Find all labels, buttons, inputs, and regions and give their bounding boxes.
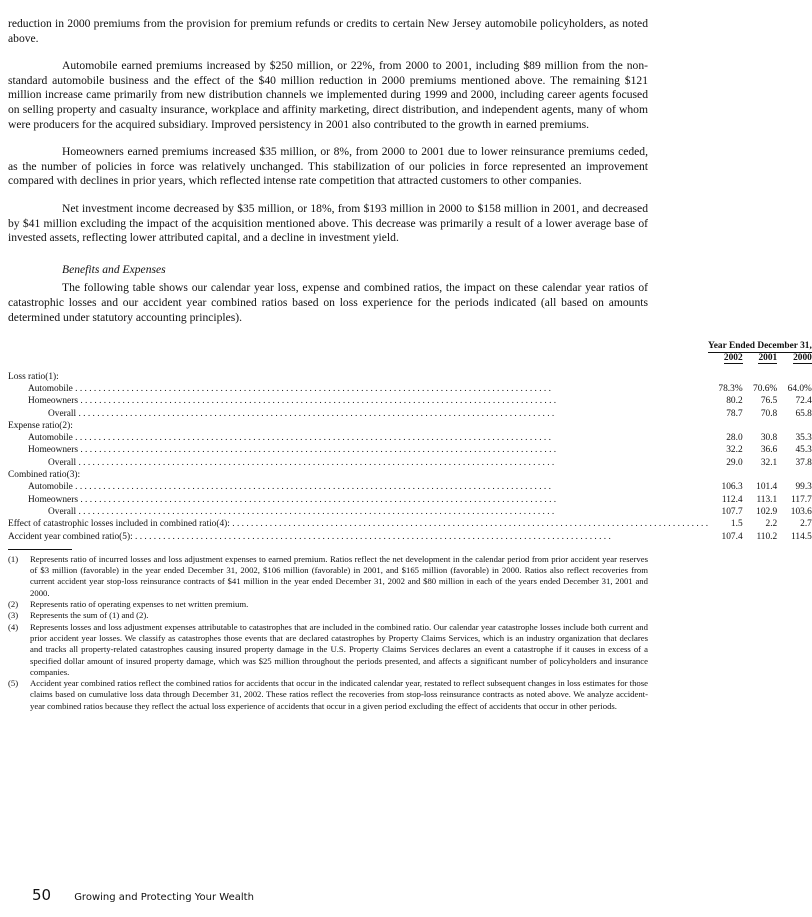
dot-leader: . . . . . . . . . . . . . . . . . . . . . . . . . . . . . . . . . . . . . . . . . . . . . . . . . . . . . . . . . . . . . . . . . . . . . . . . . . . . . . . . . . . . . . . . . . . . . . . . . . . . . . (76, 457, 555, 468)
table-row (8, 506, 812, 518)
footnote-divider (8, 549, 72, 550)
cell-2002: 107.4 (721, 531, 743, 542)
footnote-number: (4) (8, 621, 19, 632)
cell-2002: 29.0 (726, 457, 743, 468)
cell-2001: 110.2 (756, 531, 778, 542)
footnote-text: Represents ratio of incurred losses and loss adjustment expenses to earned premium. Ratios reflect the net development in the calendar period from prior accident year reserves of $3 million (favorable) in the year ended December 31, 2002, $106 million (favorable) in 2001, and $165 million (favorable) in 2000. Ratios also reflect recoveries from current accident year stop-loss reinsurance contracts of $41 million in the year ended December 31, 2002 and $80 million in each of the years ended December 31, 2001 and 2000. (30, 553, 648, 598)
cell-2001: 30.8 (760, 433, 778, 444)
cell-2000 (777, 371, 812, 383)
footnote (8, 599, 648, 610)
cell-2002: 78.7 (726, 408, 743, 419)
cell-2001: 2.2 (765, 519, 778, 530)
cell-2001 (743, 420, 778, 432)
table-row (8, 531, 812, 543)
dot-leader: . . . . . . . . . . . . . . . . . . . . . . . . . . . . . . . . . . . . . . . . . . . . . . . . . . . . . . . . . . . . . . . . . . . . . . . . . . . . . . . . . . . . . . . . . . . . . . . . . . . . . . (229, 519, 709, 530)
paragraph-automobile-premiums: Automobile earned premiums increased by $250 million, or 22%, from 2000 to 2001, including $89 million from the non-standard automobile business and the effect of the $40 million reduction in 2000 premiums mentioned above. The remaining $121 million increase came primarily from new distribution channels we implemented during 1999 and 2000, including career agents focused on selling property and casualty insurance, workplace and affinity marketing, direct distribution, and independent agents, many of whom were producers for the acquired subsidiary. Improved persistency in 2001 also contributed to the growth in earned premiums. (8, 59, 648, 131)
cell-2000: 65.8 (795, 408, 812, 419)
table-row (8, 518, 812, 530)
table-row (8, 371, 812, 383)
cell-2002: 28.0 (726, 433, 743, 444)
table-row (8, 457, 812, 469)
cell-2001: 32.1 (760, 457, 778, 468)
table-body (8, 371, 812, 543)
row-label: Effect of catastrophic losses included in combined ratio(4): (8, 519, 230, 530)
cell-2001: 101.4 (756, 482, 778, 493)
table-row (8, 494, 812, 506)
footnote-text: Represents ratio of operating expenses to net written premium. (30, 599, 249, 610)
cell-2001: 70.6% (753, 383, 778, 394)
row-label: Homeowners (28, 445, 78, 456)
page-footer (32, 885, 254, 904)
paragraph-homeowners-premiums: Homeowners earned premiums increased $35 million, or 8%, from 2000 to 2001 due to lower reinsurance premiums ceded, as the number of policies in force was relatively unchanged. This stabilization of our policies in force represented an improvement compared with declines in prior years, which reflected intense rate competition that attracted customers to other companies. (8, 145, 648, 188)
table-row (8, 420, 812, 432)
cell-2000 (777, 469, 812, 481)
footnote (8, 554, 648, 599)
cell-2002 (708, 371, 743, 383)
row-label: Overall (48, 457, 77, 468)
cell-2000: 45.3 (795, 445, 812, 456)
cell-2002: 32.2 (726, 445, 743, 456)
row-label: Homeowners (28, 494, 78, 505)
dot-leader: . . . . . . . . . . . . . . . . . . . . . . . . . . . . . . . . . . . . . . . . . . . . . . . . . . . . . . . . . . . . . . . . . . . . . . . . . . . . . . . . . . . . . . . . . . . . . . . . . . . . . . (132, 531, 611, 542)
cell-2000: 35.3 (795, 433, 812, 444)
footnote-text: Represents losses and loss adjustment expenses attributable to catastrophes that are included in the combined ratio. Our calendar year catastrophe losses include both current and prior accident year losses. We classify as catastrophes those events that are declared catastrophes by Property Claims Services, which is an industry organization that declares and tracks all property-related catastrophes causing insured property damage in the U.S. Property Claims Services declares an event a catastrophe if it causes in excess of a specified dollar amount of insured property damage, which was $25 million throughout the periods presented, and affects a significant number of policyholders and insurance companies. (30, 621, 648, 677)
dot-leader: . . . . . . . . . . . . . . . . . . . . . . . . . . . . . . . . . . . . . . . . . . . . . . . . . . . . . . . . . . . . . . . . . . . . . . . . . . . . . . . . . . . . . . . . . . . . . . . . . . . . . . (76, 506, 555, 517)
cell-2000: 103.6 (790, 506, 812, 517)
table-row (8, 469, 812, 481)
cell-2001: 113.1 (756, 494, 778, 505)
year-header-2000: 2000 (793, 353, 812, 364)
table-row (8, 383, 812, 395)
cell-2000: 114.5 (791, 531, 812, 542)
row-label: Accident year combined ratio(5): (8, 531, 133, 542)
ratios-table (8, 340, 812, 543)
cell-2000: 72.4 (795, 396, 812, 407)
year-header-2002: 2002 (723, 353, 743, 364)
cell-2002: 80.2 (726, 396, 743, 407)
cell-2001: 102.9 (756, 506, 778, 517)
dot-leader: . . . . . . . . . . . . . . . . . . . . . . . . . . . . . . . . . . . . . . . . . . . . . . . . . . . . . . . . . . . . . . . . . . . . . . . . . . . . . . . . . . . . . . . . . . . . . . . . . . . . . . (78, 445, 557, 456)
footnote-text: Accident year combined ratios reflect the combined ratios for accidents that occur in the indicated calendar year, restated to reflect subsequent changes in loss estimates for those claims based on cumulative loss data through December 31, 2002. These ratios reflect the recoveries from stop-loss reinsurance contracts as noted above. We analyze accident-year combined ratios because they reflect the actual loss experience of accidents that occur in a given period excluding the effect of accidents that occur in other periods. (30, 678, 648, 711)
cell-2000: 64.0% (787, 383, 812, 394)
row-label: Automobile (28, 383, 73, 394)
cell-2002 (708, 469, 743, 481)
cell-2001: 36.6 (760, 445, 778, 456)
cell-2001 (743, 469, 778, 481)
cell-2000: 37.8 (795, 457, 812, 468)
dot-leader: . . . . . . . . . . . . . . . . . . . . . . . . . . . . . . . . . . . . . . . . . . . . . . . . . . . . . . . . . . . . . . . . . . . . . . . . . . . . . . . . . . . . . . . . . . . . . . . . . . . . . . (76, 408, 555, 419)
cell-2002: 112.4 (721, 494, 743, 505)
row-label: Overall (48, 506, 77, 517)
cell-2000 (777, 420, 812, 432)
row-label: Automobile (28, 482, 73, 493)
footnote (8, 610, 648, 621)
table-row (8, 432, 812, 444)
cell-2002 (708, 420, 743, 432)
paragraph-table-intro: The following table shows our calendar year loss, expense and combined ratios, the impact on these calendar year ratios of catastrophic losses and our accident year combined ratios based on loss experience for the periods indicated (all based on amounts determined under statutory accounting principles). (8, 281, 648, 324)
row-label: Automobile (28, 433, 73, 444)
cell-2001: 70.8 (760, 408, 778, 419)
cell-2002: 1.5 (730, 519, 743, 530)
footnote-number: (3) (8, 610, 19, 621)
footnotes (8, 554, 648, 712)
footnote (8, 678, 648, 712)
paragraph-continuation: reduction in 2000 premiums from the provision for premium refunds or credits to certain New Jersey automobile policyholders, as noted above. (8, 17, 648, 45)
table-row (8, 444, 812, 456)
document-page (8, 0, 812, 712)
dot-leader: . . . . . . . . . . . . . . . . . . . . . . . . . . . . . . . . . . . . . . . . . . . . . . . . . . . . . . . . . . . . . . . . . . . . . . . . . . . . . . . . . . . . . . . . . . . . . . . . . . . . . . (78, 396, 557, 407)
cell-2001 (743, 371, 778, 383)
cell-2000: 2.7 (800, 519, 812, 530)
dot-leader: . . . . . . . . . . . . . . . . . . . . . . . . . . . . . . . . . . . . . . . . . . . . . . . . . . . . . . . . . . . . . . . . . . . . . . . . . . . . . . . . . . . . . . . . . . . . . . . . . . . . . . (78, 494, 557, 505)
row-label: Homeowners (28, 396, 78, 407)
row-label: Overall (48, 408, 77, 419)
cell-2002: 107.7 (721, 506, 743, 517)
table-row (8, 395, 812, 407)
year-header-2001: 2001 (758, 353, 778, 364)
row-label: Expense ratio(2): (8, 420, 73, 431)
page-number: 50 (32, 886, 52, 904)
table-period-header: Year Ended December 31, (708, 341, 812, 352)
dot-leader: . . . . . . . . . . . . . . . . . . . . . . . . . . . . . . . . . . . . . . . . . . . . . . . . . . . . . . . . . . . . . . . . . . . . . . . . . . . . . . . . . . . . . . . . . . . . . . . . . . . . . . (72, 433, 551, 444)
footnote (8, 622, 648, 678)
table-row (8, 481, 812, 493)
cell-2002: 78.3% (718, 383, 743, 394)
section-subheading: Benefits and Expenses (62, 262, 166, 276)
row-label: Combined ratio(3): (8, 470, 81, 481)
footer-tagline: Growing and Protecting Your Wealth (74, 892, 254, 903)
row-label: Loss ratio(1): (8, 371, 59, 382)
cell-2002: 106.3 (721, 482, 743, 493)
table-row (8, 408, 812, 420)
dot-leader: . . . . . . . . . . . . . . . . . . . . . . . . . . . . . . . . . . . . . . . . . . . . . . . . . . . . . . . . . . . . . . . . . . . . . . . . . . . . . . . . . . . . . . . . . . . . . . . . . . . . . . (72, 482, 551, 493)
dot-leader: . . . . . . . . . . . . . . . . . . . . . . . . . . . . . . . . . . . . . . . . . . . . . . . . . . . . . . . . . . . . . . . . . . . . . . . . . . . . . . . . . . . . . . . . . . . . . . . . . . . . . . (72, 383, 551, 394)
cell-2000: 117.7 (791, 494, 812, 505)
cell-2000: 99.3 (795, 482, 812, 493)
paragraph-investment-income: Net investment income decreased by $35 million, or 18%, from $193 million in 2000 to $158 million in 2001, and decreased by $41 million excluding the impact of the acquisition mentioned above. This decrease was primarily a result of a lower average base of invested assets, reflecting lower attributed capital, and a decline in investment yield. (8, 201, 648, 245)
footnote-text: Represents the sum of (1) and (2). (30, 610, 149, 621)
footnote-number: (1) (8, 553, 19, 564)
footnote-number: (2) (8, 599, 19, 610)
cell-2001: 76.5 (760, 396, 778, 407)
footnote-number: (5) (8, 678, 19, 689)
